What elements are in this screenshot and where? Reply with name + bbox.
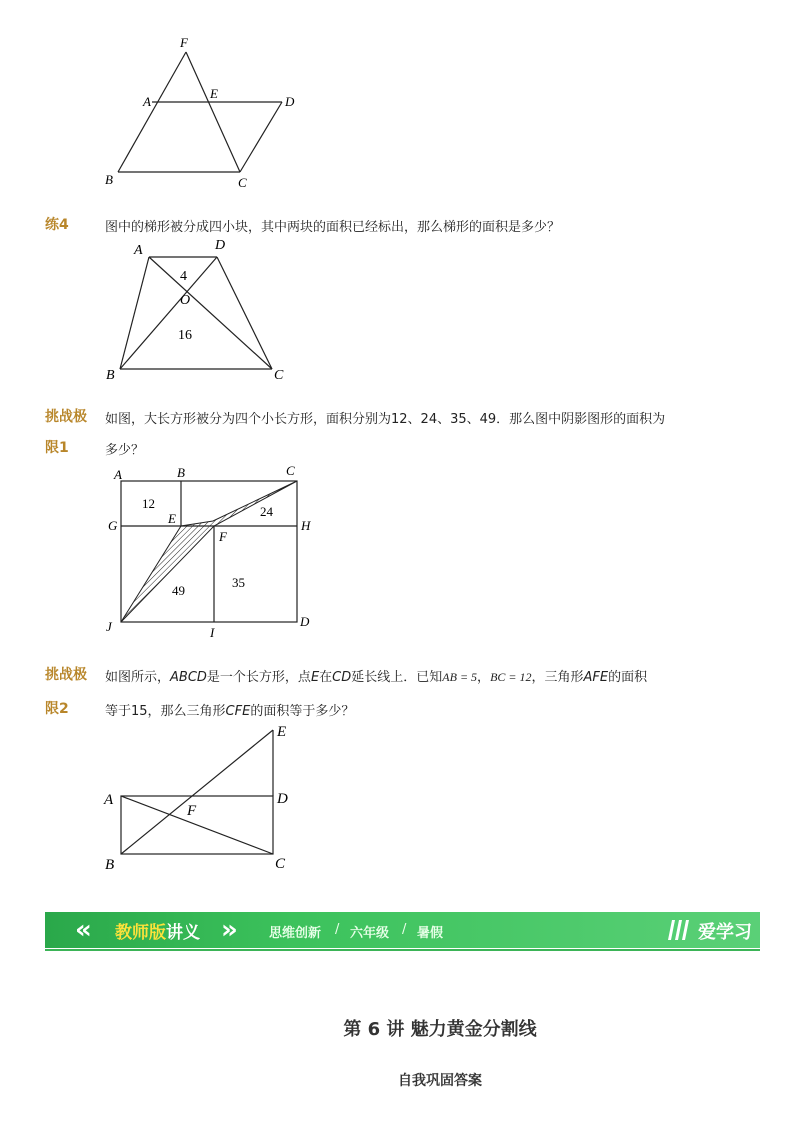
ch1-label-F: F <box>219 529 227 544</box>
ch2-q1-f: CD <box>332 670 352 685</box>
ch1-area-24: 24 <box>260 504 273 519</box>
ch1-label-B: B <box>177 465 185 480</box>
figure-rectangles <box>100 460 330 645</box>
ch2-q2-c: 的面积等于多少？ <box>250 704 355 719</box>
ch2-q1-l: AFE <box>583 670 609 685</box>
ch2-q1-i: ， <box>477 670 491 685</box>
ch1-label-line2: 限1 <box>45 440 69 456</box>
ch1-area-12: 12 <box>142 496 155 511</box>
section-subtitle: 自我巩固答案 <box>398 1073 482 1089</box>
ch1-label-A: A <box>114 467 122 482</box>
figure-trapezoid <box>100 235 300 385</box>
ch2-q1-m: 的面积 <box>608 670 648 685</box>
ch2-q2-a: 等于15，那么三角形 <box>105 704 226 719</box>
ch2-q1-h: AB = 5 <box>442 670 478 684</box>
ch2-q1-g: 延长线上．已知 <box>351 670 443 685</box>
ch2-label-D: D <box>277 791 288 807</box>
fig1-label-F: F <box>180 35 188 50</box>
ch2-q1-e: 在 <box>319 670 333 685</box>
ex4-label-C: C <box>274 368 284 383</box>
chevron-left-icon: « <box>75 915 92 945</box>
ch1-label-I: I <box>210 625 215 640</box>
ch1-label-D: D <box>300 614 310 629</box>
handout-banner <box>45 912 760 948</box>
figure-rectangle-extension <box>95 718 315 878</box>
ex4-label: 练4 <box>45 217 69 233</box>
ch1-label-H: H <box>301 518 311 533</box>
ex4-area-bottom: 16 <box>178 328 192 343</box>
ch1-label-E: E <box>168 511 176 526</box>
ex4-label-A: A <box>134 243 143 258</box>
ch1-question-line2: 多少？ <box>105 443 145 458</box>
ch1-label-J: J <box>106 619 112 634</box>
ch2-question-line1 <box>105 666 647 685</box>
ch2-label-line1: 挑战极 <box>45 667 87 683</box>
banner-sub1: 思维创新 <box>269 926 322 941</box>
banner-slash2: / <box>402 922 407 937</box>
ch2-q1-j: BC = 12 <box>490 670 532 684</box>
ex4-question: 图中的梯形被分成四小块，其中两块的面积已经标出，那么梯形的面积是多少？ <box>105 220 561 235</box>
banner-title <box>115 918 200 943</box>
ch1-area-35: 35 <box>232 575 245 590</box>
banner-title-b: 讲义 <box>166 923 200 943</box>
ch2-q1-c: 是一个长方形，点 <box>206 670 311 685</box>
banner-sub2: 六年级 <box>350 926 390 941</box>
ch1-label-C: C <box>286 463 295 478</box>
ex4-label-B: B <box>106 368 115 383</box>
ch2-q1-a: 如图所示， <box>105 670 171 685</box>
banner-underline <box>45 949 760 951</box>
ch2-q1-b: ABCD <box>170 670 207 685</box>
banner-title-a: 教师版 <box>115 923 166 943</box>
ch1-label-line1: 挑战极 <box>45 409 87 425</box>
ch1-question-line1: 如图，大长方形被分为四个小长方形，面积分别为12、24、35、49．那么图中阴影图形的面积为 <box>105 412 666 427</box>
ch2-label-line2: 限2 <box>45 701 69 717</box>
ch2-label-C: C <box>275 856 286 872</box>
ch2-q1-d: E <box>310 670 320 685</box>
lecture-title: 第 6 讲 魅力黄金分割线 <box>343 1019 537 1040</box>
logo-text: 爱学习 <box>698 922 752 943</box>
fig1-label-A: A <box>143 94 151 109</box>
banner-slash1: / <box>335 922 340 937</box>
ex4-area-top: 4 <box>180 269 187 284</box>
ch2-label-F: F <box>187 803 197 819</box>
ch2-question-line2 <box>105 700 354 719</box>
ch2-label-B: B <box>105 857 115 873</box>
banner-sub3: 暑假 <box>417 926 444 941</box>
chevron-right-icon: » <box>221 915 238 945</box>
ch2-label-A: A <box>104 792 114 808</box>
fig1-label-C: C <box>238 175 247 190</box>
ex4-label-D: D <box>215 238 226 253</box>
fig1-label-E: E <box>210 86 218 101</box>
fig1-label-B: B <box>105 172 113 187</box>
ch1-label-G: G <box>108 518 118 533</box>
ch1-area-49: 49 <box>172 583 185 598</box>
ch2-q2-b: CFE <box>225 704 251 719</box>
brand-logo <box>660 912 760 948</box>
ex4-label-O: O <box>180 293 191 308</box>
logo-stripes-icon <box>666 918 692 942</box>
ch2-label-E: E <box>277 724 287 740</box>
ch2-q1-k: ，三角形 <box>531 670 584 685</box>
figure-parallelogram-triangle <box>95 30 325 200</box>
fig1-label-D: D <box>285 94 295 109</box>
